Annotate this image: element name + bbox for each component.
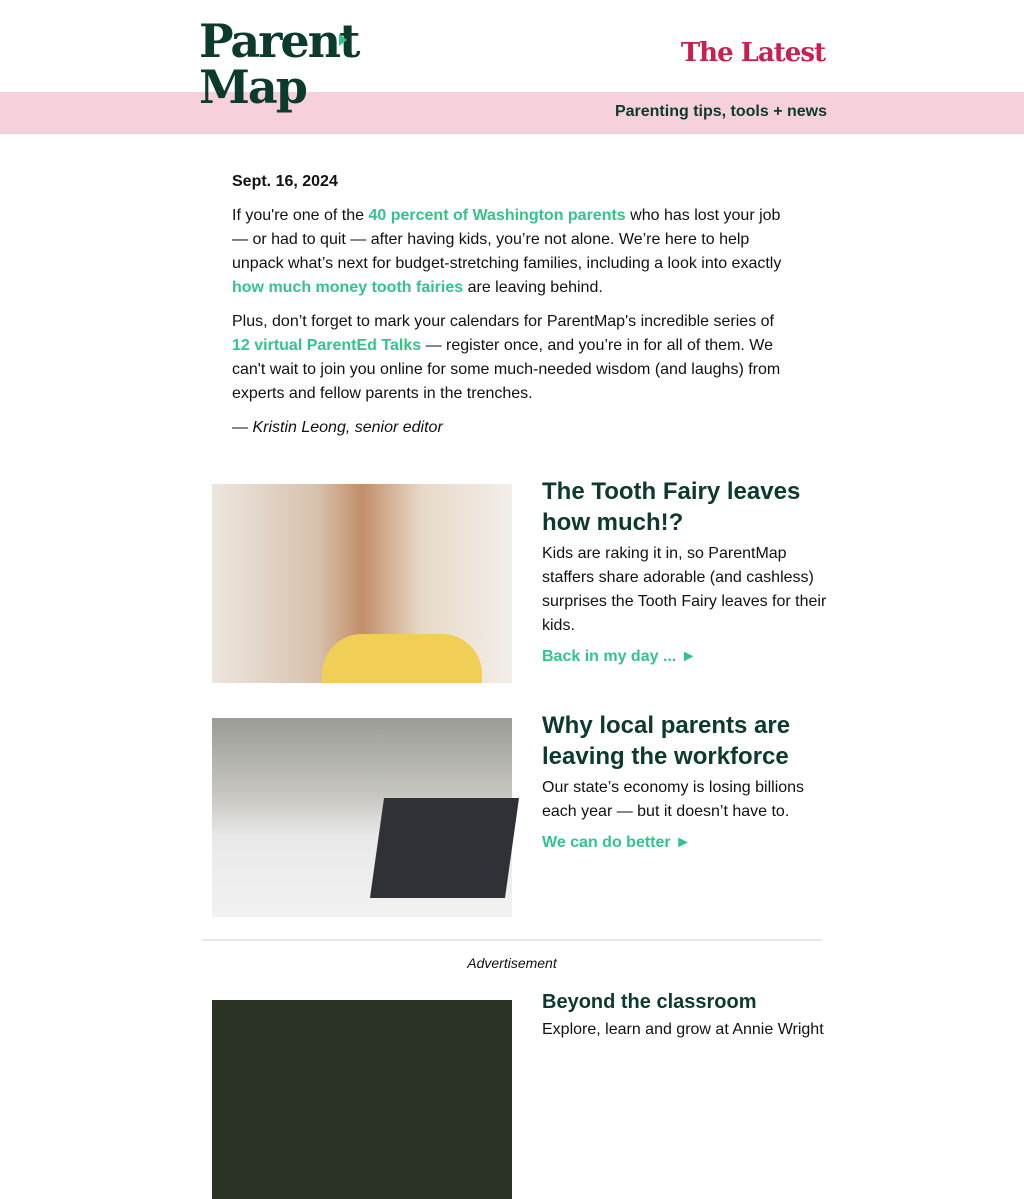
text: who has lost your job — or had to quit — after having kids, you’re not alone. We’re here to help unpack what’s next for budget-stretching families, including a look into exactly — [232, 207, 782, 272]
ad-story — [212, 990, 824, 1038]
read-more-link[interactable]: Back in my day ... ► — [542, 648, 697, 665]
play-triangle-icon — [339, 34, 347, 46]
laptop-shape — [370, 798, 519, 898]
shirt-shape — [322, 634, 482, 683]
text: Plus, don’t forget to mark your calendars for ParentMap's incredible series of — [232, 313, 774, 330]
ad-body: Explore, learn and grow at Annie Wright — [542, 1021, 824, 1038]
ad-image[interactable] — [212, 1000, 512, 1199]
story-image[interactable] — [212, 484, 512, 683]
date: Sept. 16, 2024 — [232, 173, 338, 190]
link-40-percent[interactable]: 40 percent of Washington parents — [368, 207, 626, 224]
story-body: Kids are raking it in, so ParentMap staffers share adorable (and cashless) surprises the Tooth Fairy leaves for their kids. — [542, 545, 827, 634]
divider — [202, 939, 822, 941]
story-workforce — [212, 710, 824, 920]
story-title[interactable]: The Tooth Fairy leaves how much!? — [542, 478, 801, 536]
tagline: Parenting tips, tools + news — [614, 103, 827, 120]
tagline-band — [0, 92, 1024, 134]
parentmap-logo[interactable] — [199, 14, 359, 114]
ad-title[interactable]: Beyond the classroom — [542, 991, 757, 1013]
text: If you're one of the — [232, 207, 369, 224]
read-more-link[interactable]: We can do better ► — [542, 834, 691, 851]
intro-paragraph — [232, 204, 792, 300]
intro-paragraph — [232, 310, 792, 406]
header — [0, 0, 1024, 134]
text: are leaving behind. — [463, 279, 603, 296]
advertisement-label: Advertisement — [467, 955, 557, 971]
text: — register once, and you’re in for all of them. We can't wait to join you online for some much-needed wisdom (and laughs) from experts and fellow parents in the trenches. — [232, 337, 781, 402]
logo-text: Parent — [199, 14, 359, 68]
story-body: Our state’s economy is losing billions each year — but it doesn’t have to. — [542, 779, 805, 820]
newsletter-title: The Latest — [680, 38, 825, 68]
story-tooth-fairy — [212, 476, 827, 686]
link-tooth-fairies[interactable]: how much money tooth fairies — [232, 279, 464, 296]
signature: — Kristin Leong, senior editor — [232, 419, 443, 436]
link-parented-talks[interactable]: 12 virtual ParentEd Talks — [232, 337, 422, 354]
story-title[interactable]: Why local parents are leaving the workforce — [542, 712, 791, 770]
story-image[interactable] — [212, 718, 512, 917]
intro — [232, 170, 792, 450]
logo-text: Map — [199, 60, 306, 114]
